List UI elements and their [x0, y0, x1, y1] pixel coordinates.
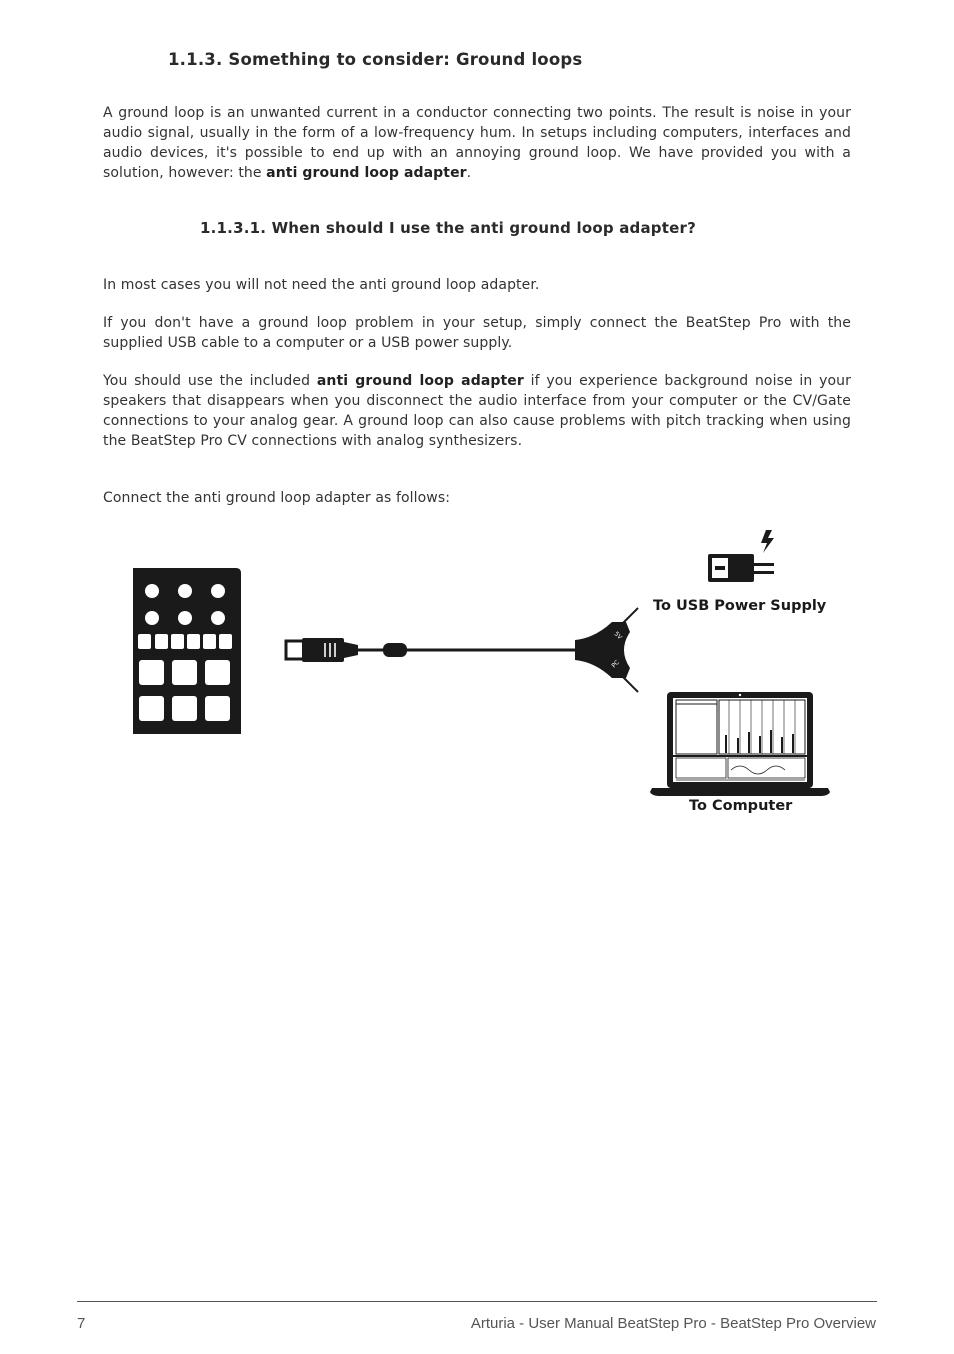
bold-term: anti ground loop adapter	[266, 165, 467, 181]
laptop-computer-icon	[650, 692, 830, 796]
usb-plug-icon	[286, 638, 358, 662]
paragraph-end: .	[466, 165, 472, 181]
section-heading: 1.1.3. Something to consider: Ground loops	[168, 50, 583, 69]
bold-term: anti ground loop adapter	[316, 373, 524, 389]
paragraph-connect: Connect the anti ground loop adapter as follows:	[103, 490, 451, 506]
footer-divider	[77, 1301, 877, 1302]
paragraph-no-problem: If you don't have a ground loop problem in your setup, simply connect the BeatStep Pro with the supplied USB cable to a computer or a USB power supply.	[103, 315, 851, 351]
paragraph-text: if you experience background noise in your speakers that disappears when you disconnect the audio interface from your computer or the CV/Gate connections to your analog gear. A ground loop can also cause problems with pitch tracking when using the BeatStep Pro CV connections with analog synthesizers.	[103, 373, 851, 449]
beatstep-pro-device-icon	[133, 568, 241, 734]
lightning-icon	[761, 530, 774, 553]
cable-ferrite-icon	[383, 643, 407, 657]
page-number: 7	[77, 1315, 86, 1332]
paragraph-ground-loop	[103, 103, 851, 183]
subsection-heading: 1.1.3.1. When should I use the anti ground loop adapter?	[200, 219, 696, 237]
label-usb-power-supply: To USB Power Supply	[653, 598, 827, 614]
paragraph-text: A ground loop is an unwanted current in a conductor connecting two points. The result is noise in your audio signal, usually in the form of a low-frequency hum. In setups including computers, interfaces and audio devices, it's possible to end up with an annoying ground loop. We have provided you with a solution, however: the	[103, 105, 851, 181]
paragraph-text: You should use the included	[103, 373, 317, 389]
svg-text:PC: PC	[610, 658, 621, 670]
svg-text:5V: 5V	[612, 630, 624, 642]
connection-diagram	[120, 525, 840, 825]
label-computer: To Computer	[689, 798, 793, 814]
paragraph-use-adapter	[103, 371, 851, 451]
paragraph-most-cases: In most cases you will not need the anti ground loop adapter.	[103, 277, 540, 293]
footer-title: Arturia - User Manual BeatStep Pro - BeatStep Pro Overview	[470, 1315, 876, 1332]
power-supply-icon	[708, 530, 774, 582]
anti-ground-loop-adapter-icon	[575, 608, 638, 692]
